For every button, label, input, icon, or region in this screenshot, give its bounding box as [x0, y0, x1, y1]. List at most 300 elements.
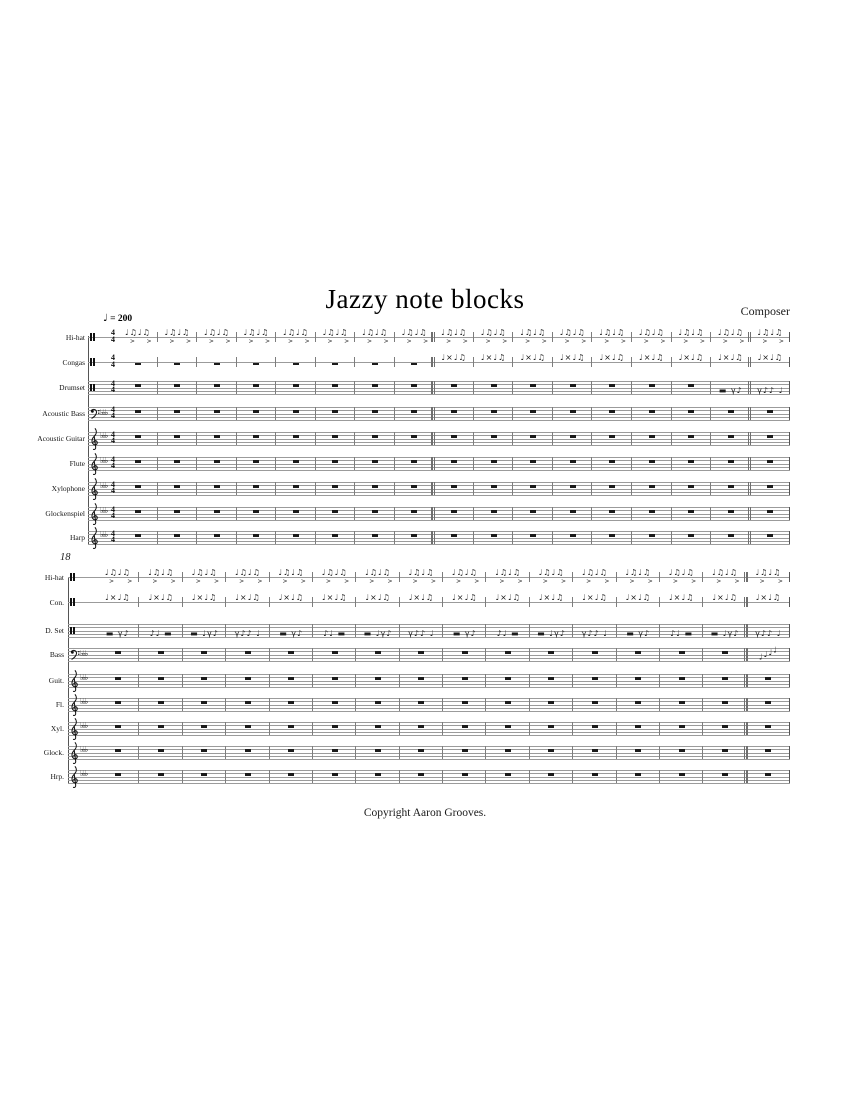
barline: [702, 597, 703, 607]
accent-mark: >: [383, 338, 389, 345]
note-pattern: ♩×♩♫: [520, 353, 546, 362]
whole-rest: [135, 435, 141, 437]
barline: [659, 770, 660, 784]
accent-mark: >: [586, 578, 592, 585]
note-pattern: ♩♫♩♫: [538, 568, 565, 577]
accent-mark: >: [722, 338, 728, 345]
accent-mark: >: [185, 338, 192, 345]
double-barline: [744, 698, 745, 712]
double-barline: [748, 531, 749, 545]
staff-line: [88, 531, 790, 532]
barline: [473, 457, 474, 471]
staff-line: [68, 735, 790, 736]
staff-line: [88, 520, 790, 521]
barline: [529, 674, 530, 688]
staff-line: [68, 732, 790, 733]
staff-label: Glock.: [43, 748, 64, 757]
barline: [236, 407, 237, 421]
double-barline: [434, 332, 436, 342]
barline: [225, 648, 226, 662]
barline: [631, 482, 632, 496]
staff-line: [88, 538, 790, 539]
key-signature: ♭♭♭: [100, 431, 107, 440]
note-pattern: ♩♫♩♫: [408, 568, 435, 577]
barline: [442, 746, 443, 760]
note-pattern: ▬ γ♪: [452, 629, 477, 638]
barline: [572, 722, 573, 736]
whole-rest: [728, 534, 734, 536]
barline: [138, 674, 139, 688]
end-barline: [789, 457, 790, 471]
staff-line: [88, 391, 790, 392]
whole-rest: [767, 460, 773, 462]
barline: [631, 381, 632, 395]
barline: [485, 722, 486, 736]
accent-mark: >: [564, 338, 570, 345]
barline: [138, 572, 139, 582]
barline: [442, 572, 443, 582]
whole-rest: [201, 773, 207, 775]
double-barline: [746, 624, 748, 638]
barline: [512, 457, 513, 471]
whole-rest: [649, 510, 655, 512]
staff-line: [68, 705, 790, 706]
barline: [710, 531, 711, 545]
note-pattern: ♩♫♩♫: [361, 328, 388, 337]
whole-rest: [135, 510, 141, 512]
barline: [485, 624, 486, 638]
note-pattern: ♩×♩♫: [757, 353, 783, 362]
barline: [355, 648, 356, 662]
staff-line: [88, 507, 790, 508]
barline: [485, 770, 486, 784]
whole-rest: [253, 384, 259, 386]
whole-rest: [375, 701, 381, 703]
barline: [157, 482, 158, 496]
staff-label: Guit.: [48, 676, 64, 685]
staff-line: [68, 756, 790, 757]
whole-rest: [767, 485, 773, 487]
barline: [225, 624, 226, 638]
staff-label: Hrp.: [50, 772, 64, 781]
barline: [710, 482, 711, 496]
percussion-clef-icon: [70, 573, 72, 581]
end-barline: [789, 624, 790, 638]
key-signature: ♭♭♭: [100, 530, 107, 539]
whole-rest: [201, 725, 207, 727]
double-barline: [744, 674, 745, 688]
double-barline: [748, 432, 749, 446]
barline: [354, 332, 355, 342]
barline: [591, 432, 592, 446]
whole-rest: [293, 410, 299, 412]
key-signature: ♭♭♭: [100, 408, 107, 417]
whole-rest: [214, 460, 220, 462]
whole-rest: [332, 773, 338, 775]
whole-rest: [158, 725, 164, 727]
double-barline: [748, 507, 749, 521]
barline: [157, 457, 158, 471]
whole-rest: [418, 725, 424, 727]
barline: [442, 722, 443, 736]
staff-line: [68, 648, 790, 649]
barline: [631, 531, 632, 545]
treble-clef-icon: [69, 717, 79, 741]
note-pattern: ♩×♩♫: [278, 593, 304, 602]
staff-line: [88, 420, 790, 421]
accent-mark: >: [560, 578, 566, 585]
barline: [315, 407, 316, 421]
barline: [236, 457, 237, 471]
accent-mark: >: [604, 578, 610, 585]
accent-mark: >: [300, 578, 306, 585]
treble-clef-icon: [89, 526, 99, 550]
whole-rest: [570, 410, 576, 412]
accent-mark: >: [502, 338, 508, 345]
barline: [529, 648, 530, 662]
end-barline: [789, 698, 790, 712]
whole-rest: [530, 510, 536, 512]
barline: [671, 457, 672, 471]
barline: [399, 624, 400, 638]
barline: [671, 407, 672, 421]
whole-rest: [115, 749, 121, 751]
barline: [275, 381, 276, 395]
accent-mark: >: [660, 338, 666, 345]
note-pattern: ♩×♩♫: [582, 593, 608, 602]
end-barline: [789, 531, 790, 545]
double-barline: [434, 357, 436, 367]
double-barline: [431, 381, 432, 395]
staff-line: [88, 442, 790, 443]
accent-mark: >: [691, 578, 697, 585]
staff-line: [88, 432, 790, 433]
key-signature: ♭♭♭: [100, 506, 107, 515]
note-pattern: ♩♫♩♫: [581, 568, 608, 577]
whole-rest: [679, 773, 685, 775]
note-pattern: ♩×♩♫: [712, 593, 738, 602]
whole-rest: [174, 534, 180, 536]
accent-mark: >: [456, 578, 462, 585]
whole-rest: [530, 534, 536, 536]
barline: [710, 507, 711, 521]
whole-rest: [245, 651, 251, 653]
whole-rest: [253, 363, 259, 365]
whole-rest: [115, 773, 121, 775]
barline: [312, 770, 313, 784]
staff-line: [88, 467, 790, 468]
percussion-clef-icon: [73, 598, 75, 606]
accent-mark: >: [647, 578, 653, 585]
whole-rest: [570, 485, 576, 487]
barline: [631, 507, 632, 521]
note-pattern: ♩♩♩♩: [758, 645, 778, 662]
barline: [671, 381, 672, 395]
note-pattern: ♩♫♩♫: [164, 328, 191, 337]
percussion-clef-icon: [93, 358, 95, 366]
whole-rest: [245, 725, 251, 727]
barline: [355, 722, 356, 736]
barline: [394, 332, 395, 342]
staff-label: Acoustic Guitar: [37, 434, 85, 443]
barline: [312, 597, 313, 607]
whole-rest: [201, 651, 207, 653]
whole-rest: [451, 384, 457, 386]
whole-rest: [491, 435, 497, 437]
barline: [572, 648, 573, 662]
barline: [710, 407, 711, 421]
accent-mark: >: [248, 338, 254, 345]
barline: [591, 381, 592, 395]
whole-rest: [293, 485, 299, 487]
barline: [591, 531, 592, 545]
barline: [512, 357, 513, 367]
barline: [355, 746, 356, 760]
barline: [138, 770, 139, 784]
staff-line: [68, 708, 790, 709]
barline: [138, 648, 139, 662]
whole-rest: [253, 485, 259, 487]
whole-rest: [765, 725, 771, 727]
barline: [512, 531, 513, 545]
whole-rest: [548, 701, 554, 703]
double-barline: [431, 531, 432, 545]
accent-mark: >: [195, 578, 201, 585]
barline: [529, 698, 530, 712]
whole-rest: [411, 460, 417, 462]
whole-rest: [765, 677, 771, 679]
whole-rest: [201, 701, 207, 703]
accent-mark: >: [739, 338, 745, 345]
whole-rest: [592, 773, 598, 775]
barline: [591, 407, 592, 421]
quarter-note-icon: ♩: [103, 313, 108, 324]
barline: [269, 597, 270, 607]
staff-line: [68, 698, 790, 699]
staff-line: [88, 514, 790, 515]
staff-line: [68, 658, 790, 659]
barline: [572, 572, 573, 582]
barline: [552, 432, 553, 446]
note-pattern: ♩♫♩♫: [322, 328, 349, 337]
percussion-clef-icon: [90, 358, 92, 366]
whole-rest: [679, 677, 685, 679]
barline: [702, 770, 703, 784]
whole-rest: [722, 725, 728, 727]
percussion-clef-icon: [70, 627, 72, 634]
note-pattern: γ♪♪ ♩: [234, 629, 261, 638]
whole-rest: [115, 725, 121, 727]
whole-rest: [505, 677, 511, 679]
barline: [473, 407, 474, 421]
accent-mark: >: [412, 578, 418, 585]
whole-rest: [462, 773, 468, 775]
barline: [442, 770, 443, 784]
whole-rest: [214, 435, 220, 437]
barline: [473, 432, 474, 446]
double-barline: [744, 770, 745, 784]
barline: [138, 597, 139, 607]
whole-rest: [688, 510, 694, 512]
staff-line: [88, 541, 790, 542]
whole-rest: [245, 701, 251, 703]
staff-line: [88, 388, 790, 389]
barline: [512, 432, 513, 446]
whole-rest: [245, 749, 251, 751]
note-pattern: γ♪♪ ♩: [408, 629, 435, 638]
barline: [616, 648, 617, 662]
barline: [671, 482, 672, 496]
barline: [394, 482, 395, 496]
double-barline: [748, 482, 749, 496]
barline: [182, 674, 183, 688]
end-barline: [789, 482, 790, 496]
barline: [710, 332, 711, 342]
staff-line: [68, 722, 790, 723]
barline: [315, 482, 316, 496]
barline: [157, 357, 158, 367]
note-pattern: γ♪♪ ♩: [755, 629, 782, 638]
staff-label: Drumset: [59, 383, 85, 392]
note-pattern: ♩×♩♫: [625, 593, 651, 602]
whole-rest: [530, 460, 536, 462]
note-pattern: ♩♫♩♫: [148, 568, 174, 577]
staff-line: [88, 445, 790, 446]
barline: [312, 572, 313, 582]
note-pattern: ▬ γ♪: [105, 629, 130, 638]
double-barline: [434, 407, 436, 421]
barline: [196, 407, 197, 421]
time-signature: 4 4: [111, 378, 115, 395]
whole-rest: [253, 510, 259, 512]
whole-rest: [293, 435, 299, 437]
whole-rest: [158, 773, 164, 775]
barline: [659, 722, 660, 736]
percussion-clef-icon: [90, 333, 92, 341]
barline: [659, 746, 660, 760]
whole-rest: [462, 651, 468, 653]
barline: [702, 674, 703, 688]
whole-rest: [679, 749, 685, 751]
barline: [138, 624, 139, 638]
staff-line: [68, 780, 790, 781]
barline: [157, 432, 158, 446]
whole-rest: [765, 773, 771, 775]
whole-rest: [115, 701, 121, 703]
whole-rest: [530, 435, 536, 437]
note-pattern: ▬ ♩γ♪: [537, 629, 566, 638]
double-barline: [750, 407, 752, 421]
staff-line: [88, 517, 790, 518]
note-pattern: γ♪♪ ♩: [757, 386, 784, 395]
whole-rest: [332, 384, 338, 386]
note-pattern: ♩♫♩♫: [678, 328, 705, 337]
accent-mark: >: [541, 338, 547, 345]
accent-mark: >: [213, 578, 219, 585]
whole-rest: [765, 749, 771, 751]
whole-rest: [609, 410, 615, 412]
whole-rest: [491, 460, 497, 462]
barline: [616, 722, 617, 736]
key-signature: ♭♭♭: [80, 769, 87, 778]
barline: [442, 674, 443, 688]
barline: [659, 698, 660, 712]
barline: [157, 332, 158, 342]
whole-rest: [649, 435, 655, 437]
double-barline: [431, 482, 432, 496]
time-signature: 4 4: [111, 429, 115, 446]
barline: [572, 770, 573, 784]
double-barline: [746, 597, 748, 607]
staff-line: [68, 729, 790, 730]
accent-mark: >: [716, 578, 722, 585]
staff-line: [68, 655, 790, 656]
barline: [236, 531, 237, 545]
staff-line: [88, 489, 790, 490]
note-pattern: ♩×♩♫: [235, 593, 261, 602]
staff-line: [88, 417, 790, 418]
whole-rest: [253, 460, 259, 462]
whole-rest: [174, 363, 180, 365]
accent-mark: >: [287, 338, 293, 345]
barline: [355, 674, 356, 688]
whole-rest: [609, 435, 615, 437]
double-barline: [748, 332, 749, 342]
accent-mark: >: [604, 338, 610, 345]
whole-rest: [158, 701, 164, 703]
treble-clef-icon: [69, 693, 79, 717]
accent-mark: >: [146, 338, 152, 345]
whole-rest: [332, 749, 338, 751]
whole-rest: [679, 651, 685, 653]
whole-rest: [728, 485, 734, 487]
accent-mark: >: [387, 578, 393, 585]
whole-rest: [332, 677, 338, 679]
accent-mark: >: [344, 578, 350, 585]
whole-rest: [688, 485, 694, 487]
note-pattern: ♩♫♩♫: [755, 568, 782, 577]
staff-line: [88, 410, 790, 411]
barline: [315, 531, 316, 545]
whole-rest: [174, 435, 180, 437]
double-barline: [750, 531, 752, 545]
barline: [552, 357, 553, 367]
barline: [591, 332, 592, 342]
barline: [512, 381, 513, 395]
whole-rest: [332, 435, 338, 437]
staff-line: [68, 687, 790, 688]
note-pattern: ♩×♩♫: [148, 593, 174, 602]
whole-rest: [288, 651, 294, 653]
double-barline: [744, 597, 745, 607]
whole-rest: [767, 410, 773, 412]
accent-mark: >: [170, 578, 176, 585]
barline: [354, 407, 355, 421]
whole-rest: [375, 773, 381, 775]
staff-label: Xyl.: [50, 724, 64, 733]
accent-mark: >: [474, 578, 480, 585]
barline: [182, 597, 183, 607]
whole-rest: [609, 485, 615, 487]
whole-rest: [767, 510, 773, 512]
staff-line: [68, 624, 790, 625]
barline: [269, 770, 270, 784]
whole-rest: [332, 701, 338, 703]
note-pattern: ▬ ♩γ♪: [363, 629, 393, 638]
staff-line: [88, 439, 790, 440]
barline: [473, 381, 474, 395]
barline: [671, 432, 672, 446]
